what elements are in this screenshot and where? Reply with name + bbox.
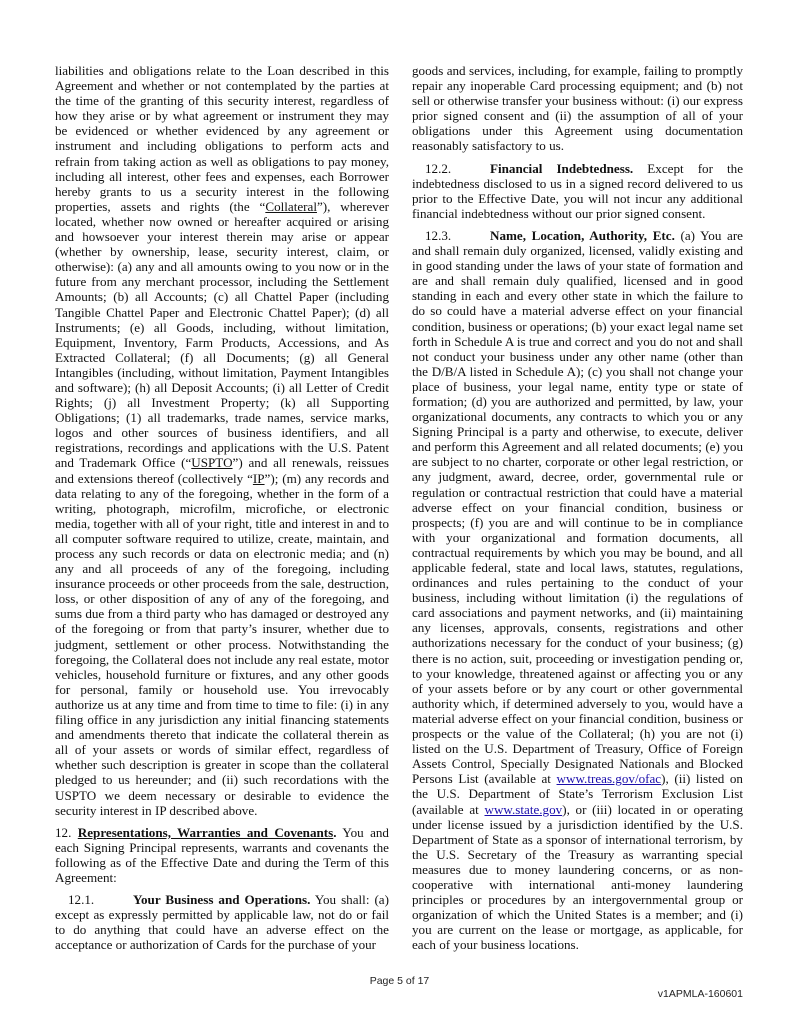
- collateral-text-d: ”); (m) any records and data relating to any of the foregoing, whether in the form of a writing, photograph, microfilm, microfiche, or electronic media, together with all of your right, title and interest in and to all computer software required to utilize, create, maintain, and process any such records or data on electronic media; and (n) any and all proceeds of any of the foregoing, including insurance proceeds or other proceeds from the sale, destruction, loss, or other disposition of any of any of the foregoing, and sums due from a third party who has damaged or destroyed any of the foregoing or from that party’s insurer, whether due to judgment, settlement or other process. Notwithstanding the foregoing, the Collateral does not include any real estate, motor vehicles, household furniture or fixtures, and any other goods for personal, family or household use. You irrevocably authorize us at any time and from time to time to file: (i) in any filing office in any jurisdiction any initial financing statements and amendments thereto that indicate the collateral therein as all of your assets or words of similar effect, regardless of whether such description is greater in scope than the collateral pledged to us hereunder; and (ii) such recordations with the USPTO we deem necessary or desirable to evidence the security interest in IP described above.: [55, 470, 389, 818]
- section-12-3-body-b: ), (ii) listed on the U.S. Department of State’s Terrorism Exclusion List (available at: [412, 771, 743, 817]
- section-12-heading-period: .: [333, 824, 337, 840]
- section-12-heading: Representations, Warranties and Covenants: [77, 824, 334, 840]
- page-number: Page 5 of 17: [369, 975, 430, 987]
- section-12-2-body: Except for the indebtedness disclosed to us in a signed record delivered to us prior to the Effective Date, you will not incur any additional financial indebtedness without our prior signed consent.: [412, 160, 744, 221]
- section-12-2-paragraph: [412, 161, 743, 221]
- section-12-3-paragraph: [412, 228, 743, 953]
- section-12-1-paragraph: [55, 892, 389, 952]
- document-version: v1APMLA-160601: [657, 988, 743, 1000]
- ip-defined-term: IP: [252, 470, 265, 486]
- section-12-3-heading: Name, Location, Authority, Etc.: [490, 227, 675, 243]
- right-column: [412, 63, 743, 952]
- section-12-number: 12.: [55, 824, 72, 840]
- collateral-text-a: liabilities and obligations relate to the Loan described in this Agreement and whether or not contemplated by the parties at the time of the granting of this security interest, regardless of how they arise or by what agreement or instrument they may be evidenced or whether evidenced by any agreement or instrument and including obligations to perform acts and refrain from taking action as well as obligations to pay money, including all interest, other fees and expenses, each Borrower hereby grants to us a security interest in the following properties, assets and rights (the “: [55, 63, 389, 214]
- section-12-3-number: 12.3.: [425, 227, 452, 243]
- section-12-1-body: You shall: (a) except as expressly permitted by applicable law, not do or fail to do anything that could have an adverse effect on the acceptance or authorization of Cards for the purchase of your: [55, 892, 389, 953]
- section-12-1-heading: Your Business and Operations.: [133, 892, 311, 908]
- collateral-defined-term: Collateral: [265, 198, 317, 214]
- ofac-link[interactable]: www.treas.gov/ofac: [556, 771, 662, 787]
- left-column: [55, 63, 389, 952]
- section-12-3-body-c: ), or (iii) located in or operating under license issued by a jurisdiction identified by the U.S. Department of State as a sponsor of international terrorism, by the U.S. Secretary of the Treasury as warranting special measures due to money laundering concerns, or as non-cooperative with international anti-money laundering principles or procedures by an intergovernmental group or organization of which the United States is a member; and (i) you are current on the lease or mortgage, as applicable, for each of your business locations.: [412, 801, 743, 953]
- section-12-2-heading: Financial Indebtedness.: [490, 160, 634, 176]
- section-12-2-number: 12.2.: [425, 160, 452, 176]
- collateral-paragraph: [55, 63, 389, 818]
- collateral-text-b: ”), wherever located, whether now owned or hereafter acquired or arising and howsoever your interest therein may arise or appear (whether by ownership, lease, security interest, claim, or otherwise): (a) any and all amounts owing to you now or in the future from any merchant processor, including the Settlement Amounts; (b) all Accounts; (c) all Chattel Paper (including Tangible Chattel Paper and Electronic Chattel Paper); (d) all Instruments; (e) all Goods, including, without limitation, Equipment, Inventory, Farm Products, Accessions, and As Extracted Collateral; (f) all Documents; (g) all General Intangibles (including, without limitation, Payment Intangibles and software); (h) all Deposit Accounts; (i) all Letter of Credit Rights; (j) all Investment Property; (k) all Supporting Obligations; (1) all trademarks, trade names, service marks, logos and other sources of business identifiers, and all registrations, recordings and applications with the U.S. Patent and Trademark Office (“: [55, 198, 389, 471]
- section-12-1-continued: goods and services, including, for example, failing to promptly repair any inoperable Card processing equipment; and (b) not sell or otherwise transfer your business without: (i) our express prior signed consent and (ii) the assumption of all of your obligations under this Agreement using documentation reasonably satisfactory to us.: [412, 63, 743, 154]
- state-gov-link[interactable]: www.state.gov: [484, 801, 563, 817]
- section-12-paragraph: [55, 825, 389, 885]
- section-12-3-body-a: (a) You are and shall remain duly organized, licensed, validly existing and in good standing under the laws of your state of formation and are and shall remain duly qualified, licensed and in good standing in each and every other state in which the failure to do so could have a material adverse effect on your financial condition, business or operations; (b) your exact legal name set forth in Schedule A is true and correct and you do not and shall not conduct your business under any other name (other than the D/B/A listed in Schedule A); (c) you shall not change your place of business, your legal name, entity type or state of formation; (d) you are authorized and permitted, by law, your organizational documents, any contracts to which you or any Signing Principal is a party and otherwise, to execute, deliver and perform this Agreement and all related documents; (e) you are subject to no charter, corporate or other legal restriction, or any judgment, award, decree, order, governmental rule or regulation or contractual restriction that could have a material adverse effect on your financial condition, business or prospects; (f) you are and will continue to be in compliance with your organizational and formation documents, all contractual requirements by which you may be bound, and all applicable federal, state and local laws, statutes, regulations, ordinances and rules pertaining to the conduct of your business, including without limitation (i) the regulations of card associations and payment networks, and (ii) maintaining any licenses, approvals, consents, registrations and other authorizations necessary for the conduct of your business; (g) there is no action, suit, proceeding or investigation pending or, to your knowledge, threatened against or affecting you or any of your assets before or by any court or other governmental authority which, if determined adversely to you, would have a material adverse effect on your financial condition, business or prospects or the value of the Collateral; (h) you are not (i) listed on the U.S. Department of Treasury, Office of Foreign Assets Control, Specially Designated Nationals and Blocked Persons List (available at: [412, 227, 743, 787]
- section-12-1-number: 12.1.: [68, 892, 95, 908]
- uspto-defined-term: USPTO: [191, 455, 233, 471]
- collateral-text-c: ”) and all renewals, reissues and extensions thereof (collectively “: [55, 455, 389, 486]
- section-12-body: You and each Signing Principal represents, warrants and covenants the following as of the Effective Date and during the Term of this Agreement:: [55, 824, 389, 885]
